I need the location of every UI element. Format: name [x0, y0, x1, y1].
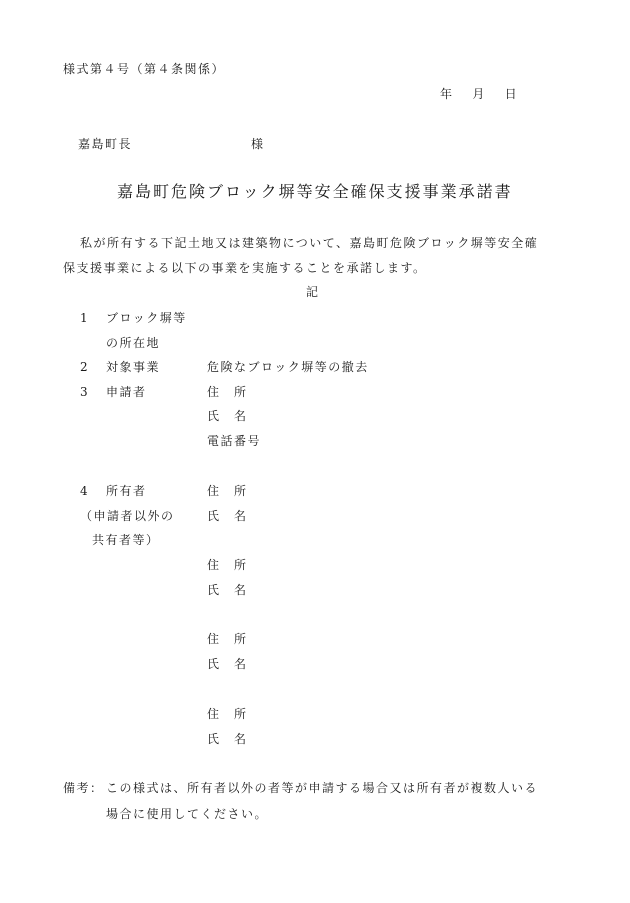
item-4-sub-line-1: （申請者以外の — [80, 509, 175, 523]
item-1-number: 1 — [80, 311, 90, 325]
item-2-label: 対象事業 — [106, 360, 161, 374]
owner-4-name-label: 氏 名 — [207, 732, 248, 746]
owner-3-address-label: 住 所 — [207, 632, 248, 646]
item-4-label: 所有者 — [106, 484, 147, 498]
item-2-value: 危険なブロック塀等の撤去 — [207, 360, 369, 374]
owner-1-address-label: 住 所 — [207, 484, 248, 498]
remarks-line-2: 場合に使用してください。 — [106, 807, 269, 821]
body-text-line-1: 私が所有する下記土地又は建築物について、嘉島町危険ブロック塀等安全確 — [80, 236, 539, 250]
item-4-sub-line-2: 共有者等） — [92, 533, 160, 547]
item-2-number: 2 — [80, 360, 90, 374]
date-line: 年 月 日 — [440, 87, 519, 101]
item-3-label: 申請者 — [106, 385, 147, 399]
addressee-name: 嘉島町長 — [78, 137, 133, 151]
owner-3-name-label: 氏 名 — [207, 657, 248, 671]
body-text-line-2: 保支援事業による以下の事業を実施することを承諾します。 — [63, 261, 427, 275]
owner-2-name-label: 氏 名 — [207, 583, 248, 597]
ki-heading: 記 — [306, 285, 320, 299]
addressee-honorific: 様 — [251, 137, 265, 151]
item-3-number: 3 — [80, 385, 90, 399]
owner-2-address-label: 住 所 — [207, 558, 248, 572]
remarks-label: 備考： — [63, 781, 104, 795]
form-number: 様式第４号（第４条関係） — [63, 62, 226, 76]
remarks-line-1: この様式は、所有者以外の者等が申請する場合又は所有者が複数人いる — [106, 781, 539, 795]
item-1-label-line-1: ブロック塀等 — [106, 311, 187, 325]
owner-1-name-label: 氏 名 — [207, 509, 248, 523]
applicant-address-label: 住 所 — [207, 385, 248, 399]
applicant-phone-label: 電話番号 — [207, 434, 262, 448]
owner-4-address-label: 住 所 — [207, 707, 248, 721]
item-1-label-line-2: の所在地 — [106, 336, 161, 350]
applicant-name-label: 氏 名 — [207, 409, 248, 423]
item-4-number: 4 — [80, 484, 90, 498]
document-title: 嘉島町危険ブロック塀等安全確保支援事業承諾書 — [117, 182, 513, 201]
